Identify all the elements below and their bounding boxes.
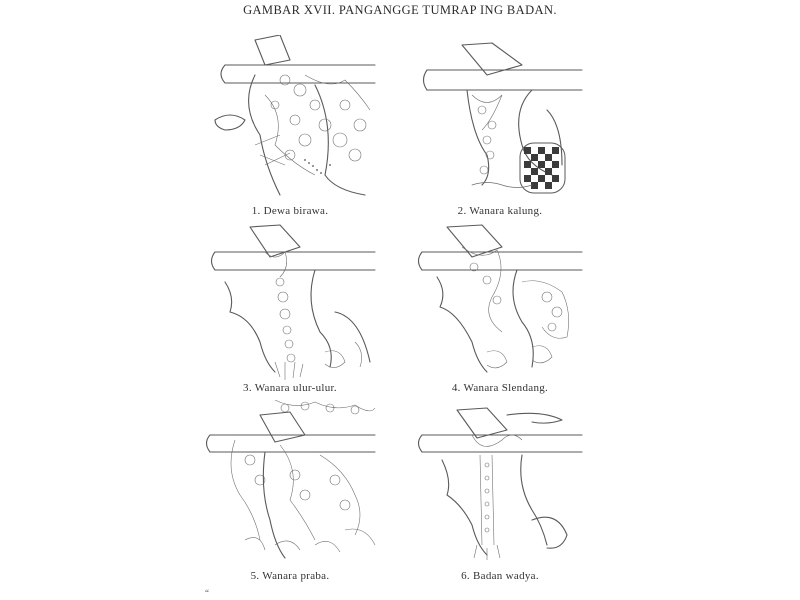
figure-wanara-kalung	[412, 35, 587, 200]
figure-dewa-birawa	[205, 35, 380, 200]
wanara-kalung-illustration	[412, 35, 587, 200]
figure-wanara-ulur-ulur	[205, 222, 380, 387]
page-title: GAMBAR XVII. PANGANGGE TUMRAP ING BADAN.	[243, 3, 557, 17]
caption-wanara-ulur-ulur: 3. Wanara ulur-ulur.	[243, 382, 337, 394]
wanara-slendang-illustration	[412, 222, 587, 387]
caption-wanara-kalung: 2. Wanara kalung.	[457, 205, 543, 217]
caption-wanara-praba: 5. Wanara praba.	[250, 570, 330, 582]
figure-wanara-praba	[205, 400, 380, 565]
figure-badan-wadya	[412, 400, 587, 565]
dewa-birawa-illustration	[205, 35, 380, 200]
checkered-cloth	[520, 143, 565, 193]
page-corner-mark: “	[205, 588, 209, 598]
badan-wadya-illustration	[412, 400, 587, 565]
wanara-praba-illustration	[205, 400, 380, 565]
wanara-ulur-ulur-illustration	[205, 222, 380, 387]
caption-badan-wadya: 6. Badan wadya.	[461, 570, 539, 582]
caption-dewa-birawa: 1. Dewa birawa.	[251, 205, 329, 217]
figure-wanara-slendang	[412, 222, 587, 387]
caption-wanara-slendang: 4. Wanara Slendang.	[451, 382, 549, 394]
